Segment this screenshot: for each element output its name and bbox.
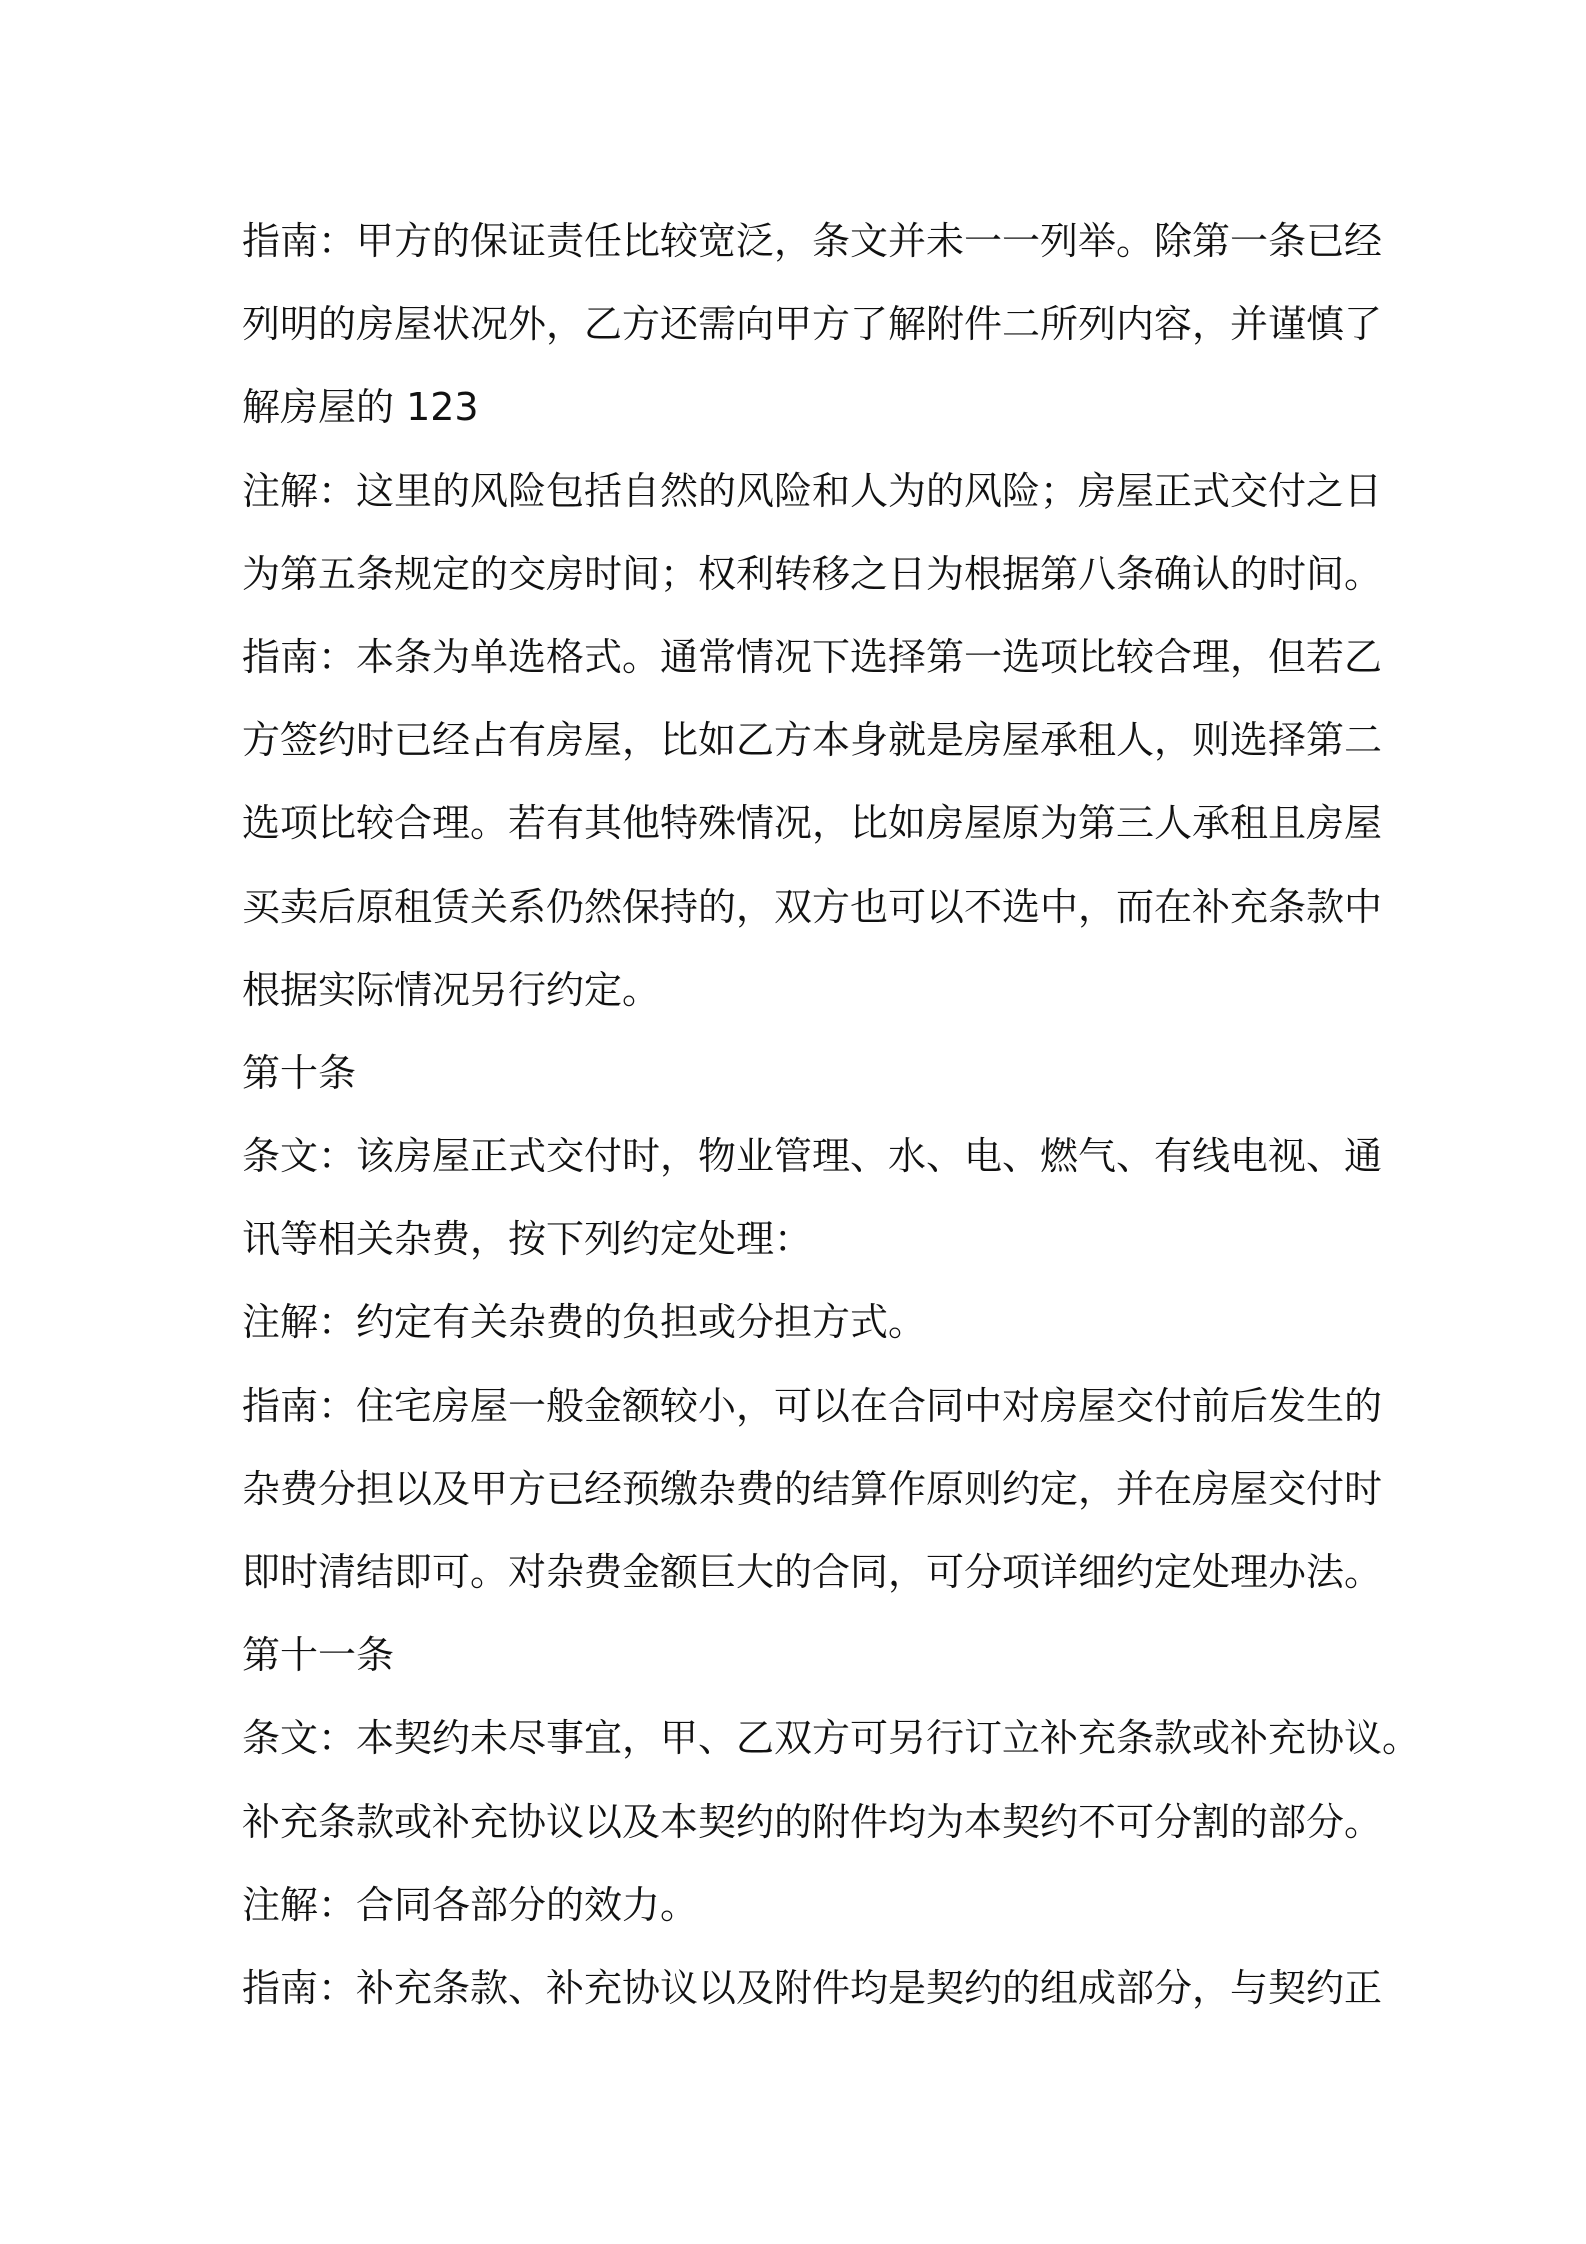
section-heading: 第十条 bbox=[242, 1050, 357, 1095]
document-page bbox=[242, 200, 1421, 2030]
text-line: 指南：甲方的保证责任比较宽泛，条文并未一一列举。除第一条已经 bbox=[242, 219, 1383, 263]
text-line: 指南：补充条款、补充协议以及附件均是契约的组成部分，与契约正 bbox=[242, 1965, 1383, 2010]
text-line: 条文：本契约未尽事宜，甲、乙双方可另行订立补充条款或补充协议。 bbox=[242, 1716, 1421, 1761]
text-line: 注解：合同各部分的效力。 bbox=[242, 1882, 699, 1927]
text-line: 注解：这里的风险包括自然的风险和人为的风险；房屋正式交付之日 bbox=[242, 468, 1383, 513]
text-line: 列明的房屋状况外，乙方还需向甲方了解附件二所列内容，并谨慎了 bbox=[242, 302, 1383, 347]
text-line: 注解：约定有关杂费的负担或分担方式。 bbox=[242, 1300, 927, 1345]
text-line: 为第五条规定的交房时间；权利转移之日为根据第八条确认的时间。 bbox=[242, 551, 1383, 596]
text-line: 方签约时已经占有房屋，比如乙方本身就是房屋承租人，则选择第二 bbox=[242, 718, 1383, 763]
text-line: 条文：该房屋正式交付时，物业管理、水、电、燃气、有线电视、通 bbox=[242, 1134, 1383, 1179]
text-line: 讯等相关杂费，按下列约定处理： bbox=[242, 1217, 813, 1262]
text-line: 买卖后原租赁关系仍然保持的，双方也可以不选中，而在补充条款中 bbox=[242, 884, 1383, 929]
text-line: 选项比较合理。若有其他特殊情况，比如房屋原为第三人承租且房屋 bbox=[242, 801, 1383, 846]
text-line: 指南：本条为单选格式。通常情况下选择第一选项比较合理，但若乙 bbox=[242, 634, 1383, 679]
text-line: 指南：住宅房屋一般金额较小，可以在合同中对房屋交付前后发生的 bbox=[242, 1383, 1383, 1428]
text-line: 即时清结即可。对杂费金额巨大的合同，可分项详细约定处理办法。 bbox=[242, 1550, 1383, 1594]
section-heading: 第十一条 bbox=[242, 1633, 395, 1678]
text-line: 杂费分担以及甲方已经预缴杂费的结算作原则约定，并在房屋交付时 bbox=[242, 1466, 1383, 1511]
text-line: 补充条款或补充协议以及本契约的附件均为本契约不可分割的部分。 bbox=[242, 1799, 1383, 1844]
text-line: 根据实际情况另行约定。 bbox=[242, 967, 661, 1012]
text-line: 解房屋的 123 bbox=[242, 385, 479, 430]
